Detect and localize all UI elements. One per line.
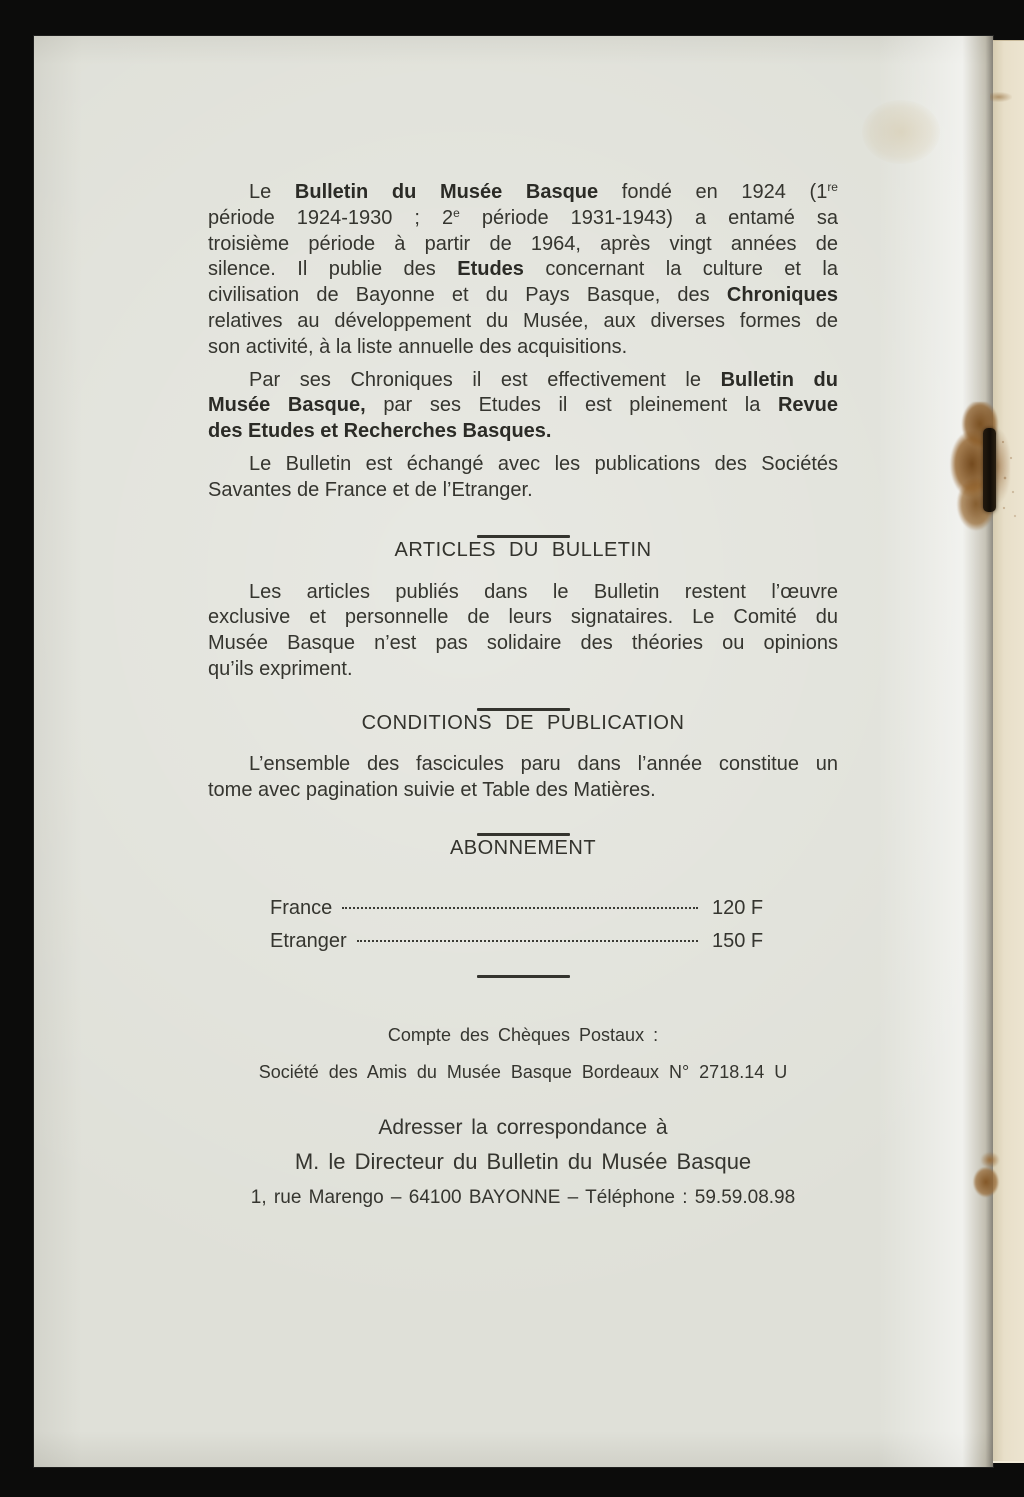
correspondence-line-2: M. le Directeur du Bulletin du Musée Basque [294,1149,752,1175]
conditions-section-title: CONDITIONS DE PUBLICATION [361,711,685,734]
postal-account-line-1: Compte des Chèques Postaux : [387,1025,659,1046]
price-label: France [270,897,333,920]
intro-paragraph-1: Le Bulletin du Musée Basque fondé en 1924 (1re période 1924-1930 ; 2e période 1931-1943) a entamé sa troisième période à partir de 1964, après vingt années de silence. Il publie des Etudes concernant la culture et la civilisation de Bayonne et du Pays Basque, des Chroniques relatives au développement du Musée, aux diverses formes de son activité, à la liste annuelle des acquisitions. [208,180,838,358]
text-column [208,180,838,1209]
intro-paragraph-2: Par ses Chroniques il est effectivement le Bulletin du Musée Basque, par ses Etudes il est pleinement la Revue des Etudes et Recherches Basques. [208,368,838,443]
price-label: Etranger [270,930,347,953]
subscription-price-list [270,895,782,954]
abonnement-section-title: ABONNEMENT [449,837,597,860]
price-value: 150 F [712,930,764,953]
correspondence-line-1: Adresser la correspondance à [378,1116,668,1140]
price-row-etranger [270,928,782,954]
section-divider-4 [477,975,570,978]
dotted-leader [357,940,698,942]
articles-paragraph: Les articles publiés dans le Bulletin restent l’œuvre exclusive et personnelle de leurs signataires. Le Comité du Musée Basque n’est pas solidaire des théories ou opinions qu’ils expriment. [208,580,838,680]
postal-account-line-2: Société des Amis du Musée Basque Bordeaux N° 2718.14 U [258,1062,788,1083]
articles-section-title: ARTICLES DU BULLETIN [394,538,652,561]
underlying-page-edge [988,40,1024,1463]
document-page [34,36,993,1467]
price-value: 120 F [712,897,764,920]
correspondence-line-3: 1, rue Marengo – 64100 BAYONNE – Téléphone : 59.59.08.98 [250,1187,796,1209]
price-row-france [270,895,782,921]
intro-paragraph-3: Le Bulletin est échangé avec les publications des Sociétés Savantes de France et de l’Etranger. [208,452,838,501]
conditions-paragraph: L’ensemble des fascicules paru dans l’année constitue un tome avec pagination suivie et Table des Matières. [208,752,838,801]
dotted-leader [342,907,698,909]
